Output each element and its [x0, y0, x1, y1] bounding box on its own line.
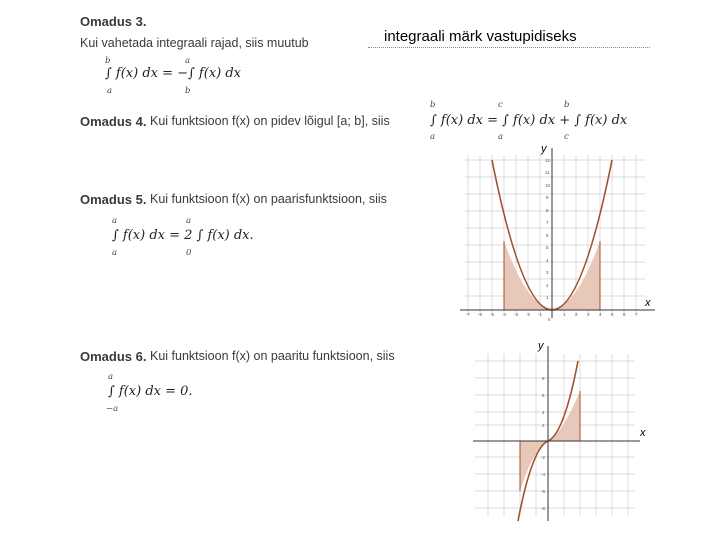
y-tick-label: 2 — [546, 283, 549, 288]
limit: a — [112, 248, 118, 258]
x-tick-label: -6 — [478, 312, 483, 317]
property3-heading: Omadus 3. — [80, 14, 147, 29]
y-tick-label: 2 — [542, 423, 545, 428]
property6-text: Kui funktsioon f(x) on paaritu funktsioon, siis — [150, 349, 395, 363]
limit: −a — [106, 404, 119, 414]
property3-text: Kui vahetada integraali rajad, siis muutub — [80, 36, 309, 50]
x-tick-label: -5 — [490, 312, 495, 317]
y-tick-label: 9 — [546, 195, 549, 200]
limit-top: b — [105, 56, 111, 66]
x-tick-label: -3 — [514, 312, 519, 317]
y-tick-label: 6 — [542, 393, 545, 398]
property5-text: Kui funktsioon f(x) on paarisfunktsioon, siis — [150, 192, 387, 206]
y-tick-label: 6 — [546, 233, 549, 238]
limit: a — [498, 132, 504, 142]
x-tick-label: 2 — [575, 312, 578, 317]
y-tick-label: -6 — [541, 489, 546, 494]
x-tick-label: 1 — [563, 312, 566, 317]
y-axis-label: y — [538, 340, 544, 352]
x-tick-label: -7 — [466, 312, 471, 317]
x-tick-label: -1 — [538, 312, 543, 317]
y-axis-label: y — [541, 143, 547, 155]
formula-text: ∫ f(x) dx = −∫ f(x) dx — [105, 66, 242, 81]
x-tick-label: 6 — [623, 312, 626, 317]
property3-formula — [105, 56, 245, 96]
property5-formula — [112, 216, 262, 256]
x-tick-label: -2 — [526, 312, 531, 317]
y-tick-label: 5 — [546, 245, 549, 250]
x-axis-label: x — [640, 427, 646, 439]
limit-top: a — [185, 56, 191, 66]
limit: a — [430, 132, 436, 142]
limit: a — [186, 216, 192, 226]
property5-heading: Omadus 5. — [80, 192, 147, 207]
x-tick-label: -4 — [502, 312, 507, 317]
y-tick-label: 12 — [545, 158, 551, 163]
x-tick-label: 5 — [611, 312, 614, 317]
y-tick-label: 3 — [546, 270, 549, 275]
limit: a — [112, 216, 118, 226]
shaded-area-left — [520, 441, 548, 491]
y-tick-label: 7 — [546, 220, 549, 225]
even-function-graph — [455, 140, 665, 325]
x-tick-label: 0 — [548, 317, 551, 322]
formula-text: ∫ f(x) dx = ∫ f(x) dx + ∫ f(x) dx — [430, 113, 628, 128]
limit-bottom: a — [107, 86, 113, 96]
x-tick-label: 7 — [635, 312, 638, 317]
property6-heading: Omadus 6. — [80, 349, 147, 364]
limit: 0 — [186, 248, 192, 258]
property4-formula — [430, 102, 640, 142]
y-tick-label: -8 — [541, 506, 546, 511]
y-tick-label: 1 — [546, 295, 549, 300]
property4-text: Kui funktsioon f(x) on pidev lõigul [a; b], siis — [150, 114, 390, 128]
property6-formula — [108, 372, 218, 412]
y-tick-label: -4 — [541, 472, 546, 477]
x-axis-label: x — [645, 297, 651, 309]
formula-text: ∫ f(x) dx = 0. — [108, 384, 193, 399]
y-tick-label: -2 — [541, 455, 546, 460]
y-tick-label: 11 — [545, 170, 550, 175]
y-tick-label: 8 — [546, 208, 549, 213]
x-tick-label: 3 — [587, 312, 590, 317]
fill-in-dotted-line — [368, 46, 650, 48]
y-tick-label: 4 — [546, 258, 549, 263]
y-tick-label: 4 — [542, 410, 545, 415]
y-tick-label: 10 — [545, 183, 551, 188]
limit: a — [108, 372, 114, 382]
property4-heading: Omadus 4. — [80, 114, 147, 129]
formula-text: ∫ f(x) dx = 2 ∫ f(x) dx. — [112, 228, 254, 243]
answer-overlay-text: integraali märk vastupidiseks — [384, 28, 577, 45]
grid — [465, 155, 645, 315]
limit: b — [564, 100, 570, 110]
x-tick-label: 4 — [599, 312, 602, 317]
limit: c — [498, 100, 503, 110]
limit-bottom: b — [185, 86, 191, 96]
y-tick-label: 8 — [542, 376, 545, 381]
limit: c — [564, 132, 569, 142]
odd-function-graph — [470, 336, 655, 526]
limit: b — [430, 100, 436, 110]
